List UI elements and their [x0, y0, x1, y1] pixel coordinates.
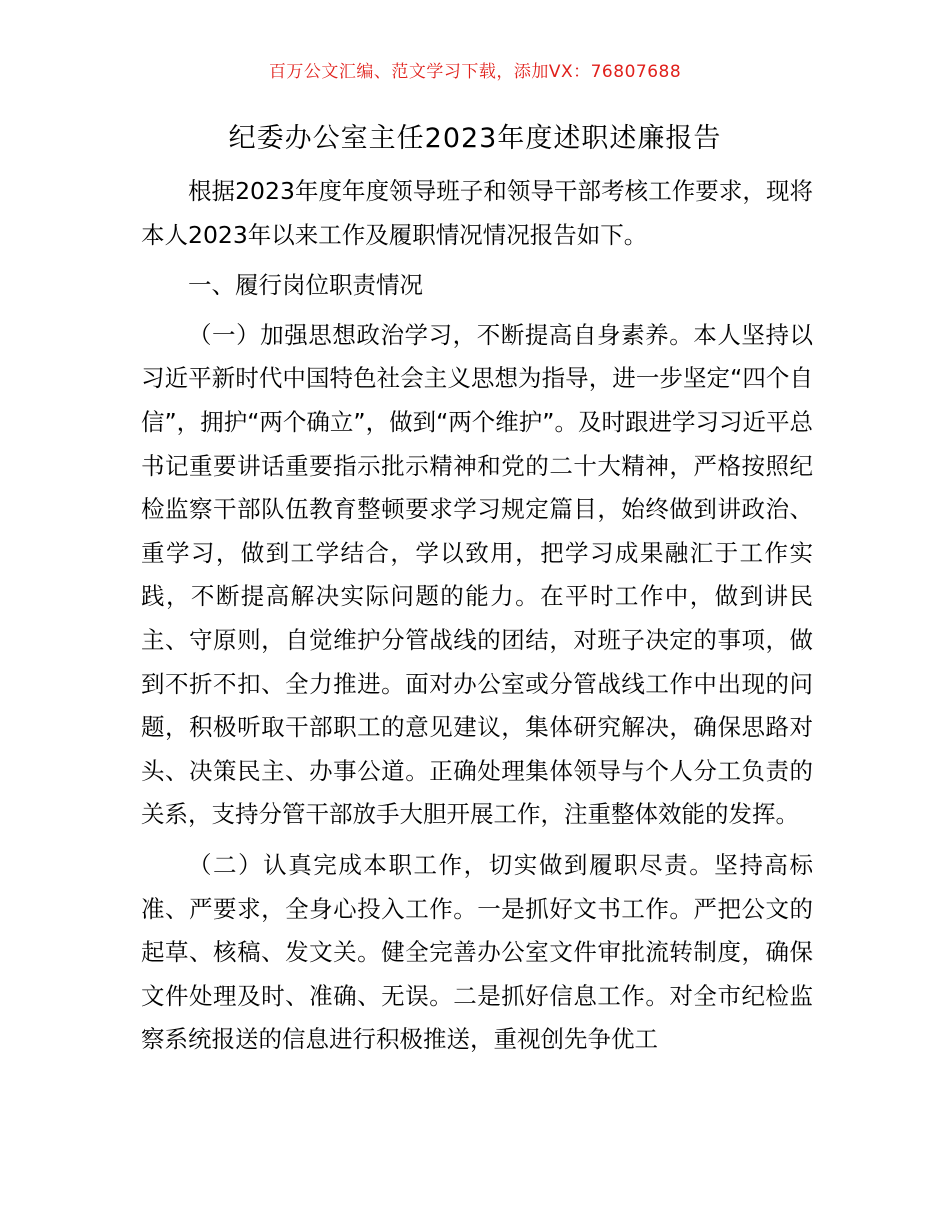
document-title: 纪委办公室主任2023年度述职述廉报告	[228, 123, 722, 154]
header-note: 百万公文汇编、范文学习下载，添加VX：76807688	[268, 62, 682, 82]
section-heading: 一、履行岗位职责情况	[188, 271, 423, 300]
subsection-paragraph-1: （一）加强思想政治学习，不断提高自身素养。本人坚持以习近平新时代中国特色社会主义思想为指导，进一步坚定“四个自信”，拥护“两个确立”，做到“两个维护”。及时跟进学习习近平总书记重要讲话重要指示批示精神和党的二十大精神，严格按照纪检监察干部队伍教育整顿要求学习规定篇目，始终做到讲政治、重学习，做到工学结合，学以致用，把学习成果融汇于工作实践，不断提高解决实际问题的能力。在平时工作中，做到讲民主、守原则，自觉维护分管战线的团结，对班子决定的事项，做到不折不扣、全力推进。面对办公室或分管战线工作中出现的问题，积极听取干部职工的意见建议，集体研究解决，确保思路对头、决策民主、办事公道。正确处理集体领导与个人分工负责的关系，支持分管干部放手大胆开展工作，注重整体效能的发挥。	[141, 320, 813, 829]
subsection-paragraph-2: （二）认真完成本职工作，切实做到履职尽责。坚持高标准、严要求，全身心投入工作。一是抓好文书工作。严把公文的起草、核稿、发文关。健全完善办公室文件审批流转制度，确保文件处理及时、准确、无误。二是抓好信息工作。对全市纪检监察系统报送的信息进行积极推送，重视创先争优工	[141, 850, 813, 1054]
document-body	[141, 170, 813, 1062]
intro-paragraph: 根据2023年度年度领导班子和领导干部考核工作要求，现将本人2023年以来工作及履职情况情况报告如下。	[141, 177, 813, 249]
